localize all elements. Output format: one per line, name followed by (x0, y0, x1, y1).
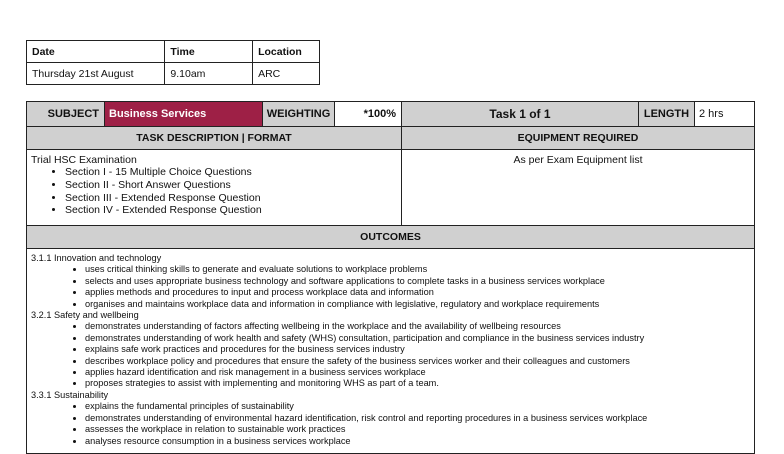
outcome-list (31, 401, 754, 447)
outcomes-body-row (27, 249, 755, 454)
outcome-item: • uses critical thinking skills to generate and evaluate solutions to workplace problems (85, 264, 754, 275)
outcome-item: • demonstrates understanding of factors affecting wellbeing in the workplace and the availability of wellbeing resources (85, 321, 754, 332)
date-value: Thursday 21st August (27, 63, 165, 85)
outcome-item: • demonstrates understanding of environmental hazard identification, risk control and reporting procedures in a business services workplace (85, 413, 754, 424)
outcome-section-title: 3.3.1 Sustainability (31, 389, 109, 400)
date-header: Date (27, 41, 165, 63)
task-number: Task 1 of 1 (402, 102, 639, 127)
task-table (26, 101, 755, 454)
outcome-item: • analyses resource consumption in a business services workplace (85, 436, 754, 447)
location-header: Location (253, 41, 320, 63)
outcome-item: • demonstrates understanding of work health and safety (WHS) consultation, participation and compliance in the business services industry (85, 333, 754, 344)
schedule-value-row (27, 63, 320, 85)
subject-row (27, 102, 755, 127)
outcome-item: • proposes strategies to assist with implementing and monitoring WHS as part of a team. (85, 378, 754, 389)
outcomes-header-row (27, 226, 755, 249)
location-value: ARC (253, 63, 320, 85)
equipment-header: EQUIPMENT REQUIRED (402, 127, 755, 150)
outcome-section-title: 3.2.1 Safety and wellbeing (31, 310, 139, 321)
section-list (31, 166, 401, 217)
outcomes-content (27, 249, 755, 454)
outcome-item: • organises and maintains workplace data and information in compliance with legislative, regulatory and workplace requirements (85, 299, 754, 310)
task-description-header: TASK DESCRIPTION | FORMAT (27, 127, 402, 150)
outcome-list (31, 264, 754, 310)
schedule-header-row (27, 41, 320, 63)
outcome-section-title: 3.1.1 Innovation and technology (31, 253, 162, 263)
subject-value: Business Services (105, 102, 263, 127)
outcome-item: • applies hazard identification and risk management in a business services workplace (85, 367, 754, 378)
outcome-item: • explains safe work practices and procedures for the business services industry (85, 344, 754, 355)
subject-label: SUBJECT (27, 102, 105, 127)
section-item: • Section II - Short Answer Questions (65, 179, 401, 192)
outcome-list (31, 321, 754, 389)
time-value: 9.10am (165, 63, 253, 85)
outcome-item: • selects and uses appropriate business technology and software applications to complete tasks in a business services workplace (85, 276, 754, 287)
outcome-item: • explains the fundamental principles of sustainability (85, 401, 754, 412)
section-item: • Section III - Extended Response Question (65, 192, 401, 205)
section-item: • Section I - 15 Multiple Choice Questions (65, 166, 401, 179)
outcomes-header: OUTCOMES (27, 226, 755, 249)
section-item: • Section IV - Extended Response Question (65, 204, 401, 217)
weighting-value: *100% (335, 102, 402, 127)
task-description (27, 150, 402, 226)
time-header: Time (165, 41, 253, 63)
weighting-label: WEIGHTING (263, 102, 335, 127)
outcome-item: • assesses the workplace in relation to sustainable work practices (85, 424, 754, 435)
equipment-text: As per Exam Equipment list (402, 150, 755, 226)
length-value: 2 hrs (695, 102, 755, 127)
schedule-table (26, 40, 320, 85)
format-header-row (27, 127, 755, 150)
length-label: LENGTH (639, 102, 695, 127)
outcome-item: • applies methods and procedures to input and process workplace data and information (85, 287, 754, 298)
outcome-item: • describes workplace policy and procedures that ensure the safety of the business services worker and their colleagues and customers (85, 356, 754, 367)
task-title: Trial HSC Examination (31, 154, 137, 166)
format-body-row (27, 150, 755, 226)
